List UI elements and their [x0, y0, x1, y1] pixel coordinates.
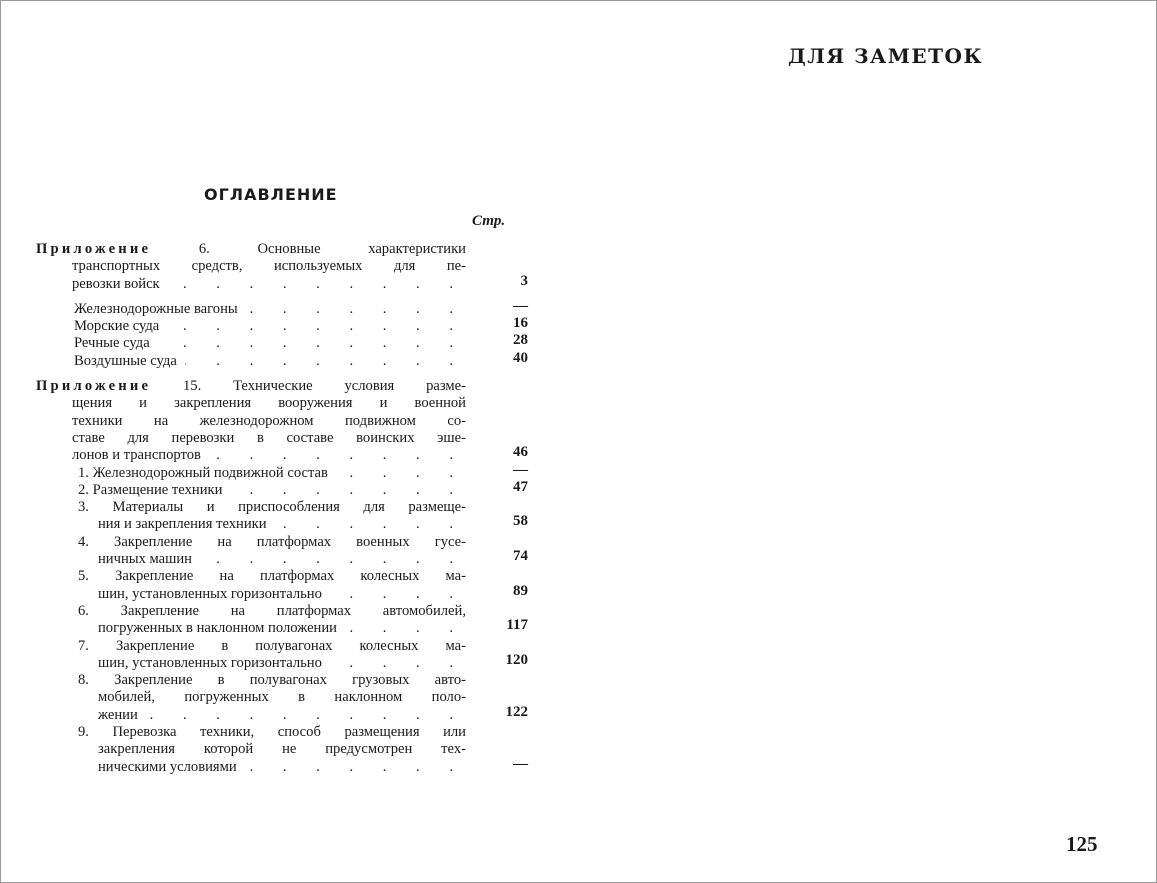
toc-item [36, 602, 528, 638]
toc-page-number: 74 [513, 548, 528, 565]
toc-page-number: 120 [505, 651, 528, 668]
toc-entry-text: лонов и транспортов [72, 447, 201, 464]
dot-leader [275, 516, 466, 533]
toc-entry-line [36, 568, 466, 585]
toc-entry-text: ническими условиями [98, 758, 237, 775]
page-number: 125 [1066, 832, 1098, 856]
toc-item [36, 724, 528, 776]
toc-entry-line [36, 335, 466, 352]
toc-entry-text: 15. Технические условия разме- [183, 378, 466, 395]
toc-entry-text: 1. Железнодорожный подвижной состав [78, 464, 328, 481]
toc-entry-line [36, 689, 466, 706]
toc-entry-line [36, 447, 466, 464]
toc-entry-text: 8. Закрепление в полувагонах грузовых авто- [78, 672, 466, 689]
toc-entry-line [36, 707, 466, 724]
toc-entry-text: погруженных в наклонном положении [98, 620, 337, 637]
toc-entry-text: Воздушные суда [74, 352, 177, 369]
toc-subentry [36, 297, 528, 318]
toc-entry-line [36, 395, 466, 412]
toc-entry-appendix-15 [36, 378, 528, 464]
toc-entry-text: ничных машин [98, 551, 192, 568]
toc-page-number: — [513, 755, 528, 772]
toc-page-number: — [513, 461, 528, 478]
toc-item [36, 533, 528, 569]
toc-entry-text: транспортных средств, используемых для пе- [72, 258, 466, 275]
toc-item [36, 478, 528, 499]
toc-entry-line [36, 482, 466, 499]
toc-entry-text: мобилей, погруженных в наклонном поло- [98, 689, 466, 706]
toc-entry-text: Речные суда [74, 335, 150, 352]
toc-entry-text: жении [98, 706, 138, 723]
dot-leader [336, 465, 466, 482]
dot-leader [185, 353, 466, 370]
dot-leader [168, 276, 466, 293]
toc-entry-text: 3. Материалы и приспособления для размеще- [78, 499, 466, 516]
toc-page-number: 117 [506, 617, 528, 634]
toc-page-number: 89 [513, 582, 528, 599]
appendix-prefix: Приложение [36, 378, 152, 395]
toc-entry-text: ставе для перевозки в составе воинских эше- [72, 429, 466, 446]
spacer [36, 293, 466, 301]
toc-page-number: 58 [513, 513, 528, 530]
toc-entry-line [36, 638, 466, 655]
toc-entry-line [36, 534, 466, 551]
spacer [36, 370, 466, 378]
toc-entry-line [36, 318, 466, 335]
dot-leader [330, 655, 466, 672]
toc-entry-text: Морские суда [74, 318, 160, 335]
toc-subentry [36, 315, 528, 335]
dot-leader [146, 707, 466, 724]
dot-leader [230, 482, 466, 499]
toc-page-number: 3 [520, 272, 528, 289]
toc-entry-text: Железнодорожные вагоны [74, 300, 238, 317]
toc-entry-line [36, 620, 466, 637]
toc-page-number: — [513, 297, 528, 314]
toc-entry-line [36, 551, 466, 568]
toc-page-number: 40 [513, 349, 528, 366]
toc-entry-line [36, 586, 466, 603]
toc-entry-text: 9. Перевозка техники, способ размещения или [78, 724, 466, 741]
toc-entry-text: 7. Закрепление в полувагонах колесных ма- [78, 637, 466, 654]
toc-entry-text: ревозки войск [72, 275, 160, 292]
toc-page-number: 122 [505, 703, 528, 720]
dot-leader [209, 447, 466, 464]
toc-entry-line [36, 413, 466, 430]
toc-entry-text: 4. Закрепление на платформах военных гусе- [78, 533, 466, 550]
toc-page-number: 46 [513, 444, 528, 461]
toc-entry-line [36, 241, 466, 258]
dot-leader [158, 335, 466, 352]
toc-subentry [36, 332, 528, 352]
dot-leader [345, 620, 466, 637]
toc-entry-line [36, 603, 466, 620]
toc-entry-text: 2. Размещение техники [78, 481, 223, 498]
toc-entry-text: щения и закрепления вооружения и военной [72, 395, 466, 412]
toc-item [36, 499, 528, 534]
toc-item [36, 568, 528, 603]
toc-entry-line [36, 430, 466, 447]
toc-entry-line [36, 353, 466, 370]
toc-entry-text: ния и закрепления техники [98, 516, 267, 533]
toc-item [36, 672, 528, 724]
toc-entry-line [36, 499, 466, 516]
toc-entry-text: 6. Основные характеристики [198, 241, 466, 257]
toc-entry-text: техники на железнодорожном подвижном со- [72, 412, 466, 429]
toc-entry-line [36, 655, 466, 672]
page-column-header: Стр. [472, 213, 506, 229]
toc-subentry [36, 349, 528, 370]
toc-entry-line [36, 378, 466, 395]
toc-entry-line [36, 465, 466, 482]
toc-item [36, 637, 528, 673]
dot-leader [246, 301, 466, 318]
appendix-prefix: Приложение [36, 241, 152, 257]
toc-entry-line [36, 516, 466, 533]
toc-title: ОГЛАВЛЕНИЕ [204, 185, 338, 204]
toc-page-number: 28 [513, 332, 528, 349]
toc-entry-line [36, 741, 466, 758]
table-of-contents [36, 241, 528, 776]
toc-entry-line [36, 301, 466, 318]
toc-entry-line [36, 258, 466, 275]
dot-leader [200, 551, 466, 568]
toc-entry-text: 6. Закрепление на платформах автомобилей, [78, 602, 466, 619]
dot-leader [167, 318, 466, 335]
toc-page-number: 47 [513, 478, 528, 495]
notes-page-title: ДЛЯ ЗАМЕТОК [788, 44, 984, 68]
toc-entry-text: шин, установленных горизонтально [98, 585, 322, 602]
toc-entry-line [36, 672, 466, 689]
dot-leader [330, 586, 466, 603]
toc-entry-line [36, 759, 466, 776]
toc-entry-text: закрепления которой не предусмотрен тех- [98, 741, 466, 758]
toc-page-number: 16 [513, 315, 528, 332]
toc-entry-text: шин, установленных горизонтально [98, 654, 322, 671]
toc-entry-appendix-6 [36, 241, 528, 293]
toc-item [36, 461, 528, 482]
toc-entry-text: 5. Закрепление на платформах колесных ма- [78, 568, 466, 585]
dot-leader [245, 759, 466, 776]
toc-entry-line [36, 724, 466, 741]
toc-entry-line [36, 276, 466, 293]
